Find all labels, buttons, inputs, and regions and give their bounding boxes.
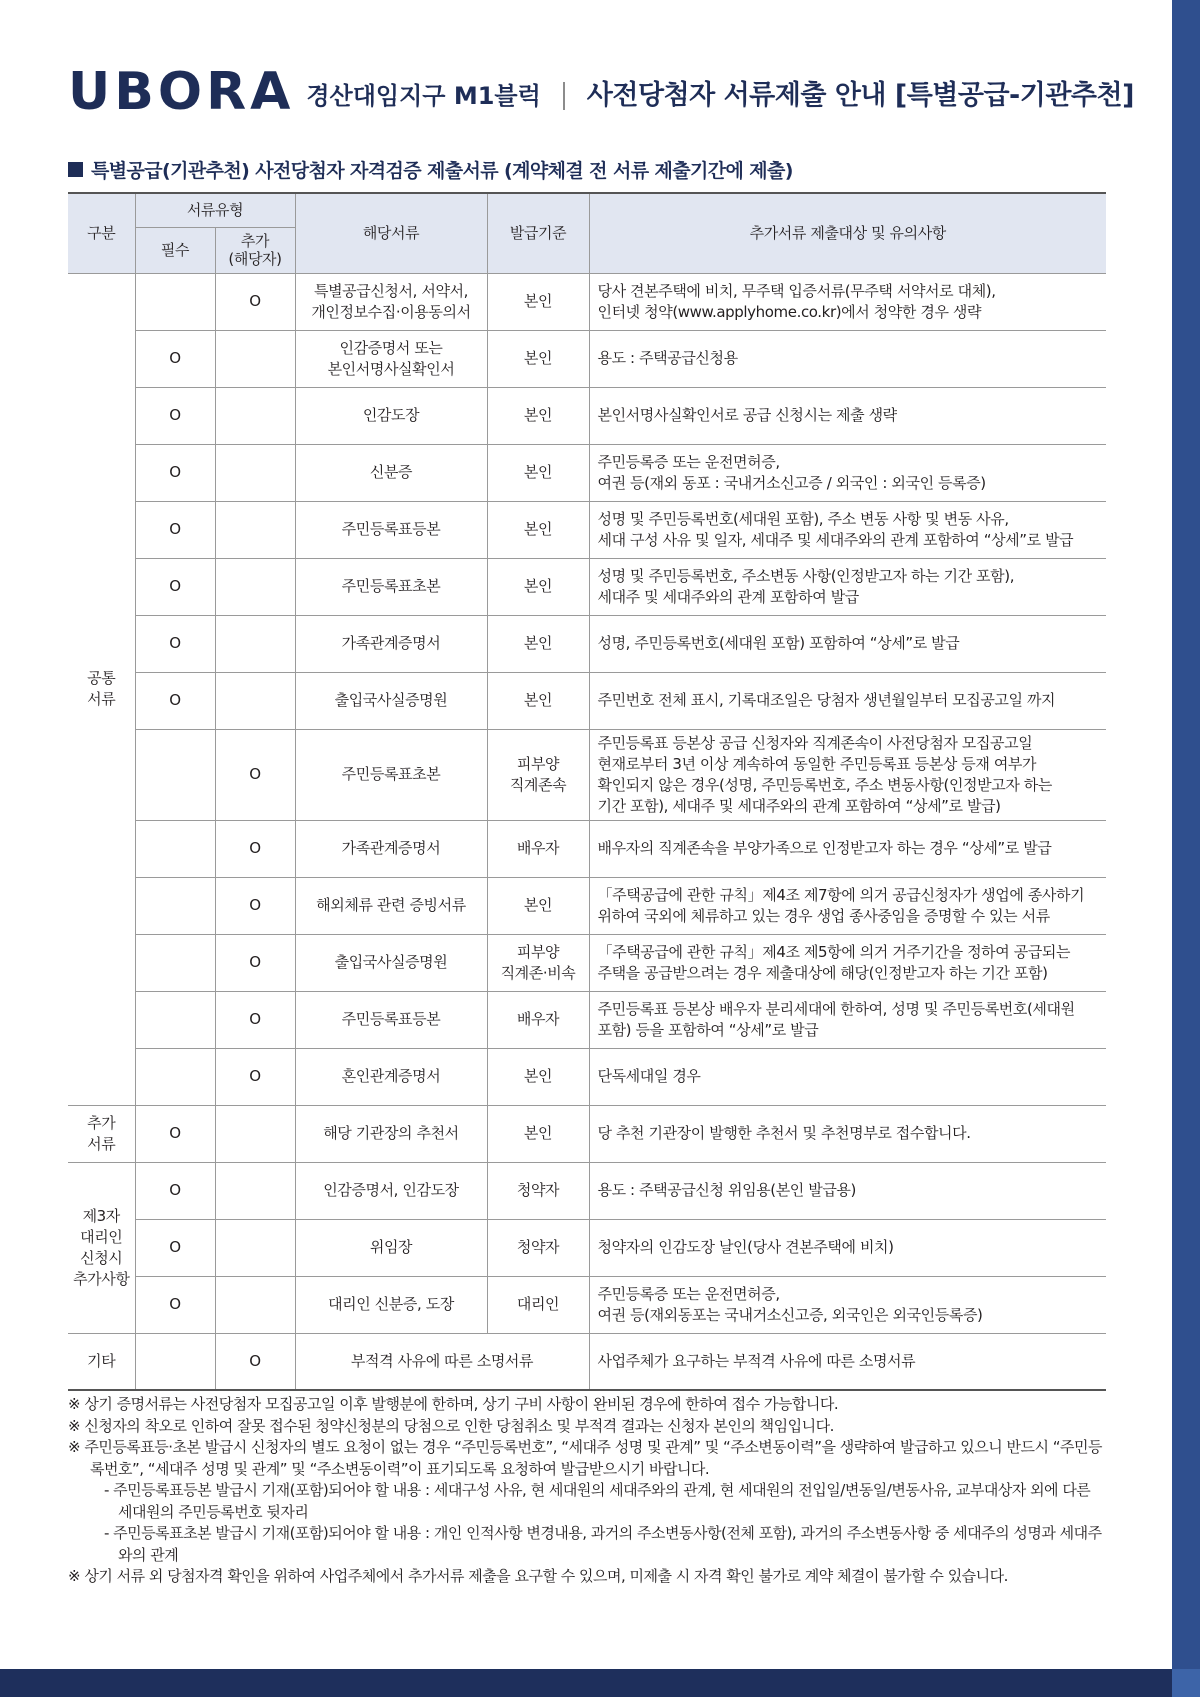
document-cell <box>295 672 487 729</box>
footnote-item: ※ 신청자의 착오로 인하여 잘못 접수된 청약신청분의 당첨으로 인한 당첨취소 및 부적격 결과는 신청자 본인의 책임입니다. <box>68 1416 834 1435</box>
basis-cell <box>487 934 589 991</box>
note-line: 성명 및 주민등록번호(세대원 포함), 주소 변동 사항 및 변동 사유, <box>597 509 1009 528</box>
table-row <box>68 1276 1106 1333</box>
basis-cell <box>487 991 589 1048</box>
brand-logo: UBORA <box>68 62 295 122</box>
table-row <box>68 558 1106 615</box>
note-line: 사업주체가 요구하는 부적격 사유에 따른 소명서류 <box>597 1351 916 1370</box>
basis-line: 배우자 <box>516 1010 560 1028</box>
document-cell <box>295 1219 487 1276</box>
note-cell <box>589 558 1106 615</box>
footnote-item: ※ 상기 서류 외 당첨자격 확인을 위하여 사업주체에서 추가서류 제출을 요구할 수 있으며, 미제출 시 자격 확인 불가로 계약 체결이 불가할 수 있습니다. <box>68 1567 1008 1585</box>
basis-cell <box>487 1219 589 1276</box>
note-cell <box>589 820 1106 877</box>
basis-line: 청약자 <box>516 1238 560 1256</box>
table-row <box>68 273 1106 330</box>
basis-line: 본인 <box>523 896 553 914</box>
document-cell <box>295 877 487 934</box>
document-cell <box>295 273 487 330</box>
basis-line: 피부양 <box>516 942 560 961</box>
note-line: 성명, 주민등록번호(세대원 포함) 포함하여 “상세”로 발급 <box>597 634 960 652</box>
note-line: 주민등록표 등본상 배우자 분리세대에 한하여, 성명 및 주민등록번호(세대원 <box>597 999 1075 1018</box>
document-cell <box>295 729 487 820</box>
required-mark: O <box>135 330 215 387</box>
required-mark <box>135 273 215 330</box>
section-title-text: 특별공급(기관추천) 사전당첨자 자격검증 제출서류 (계약체결 전 서류 제출기간에 제출) <box>91 160 793 182</box>
note-line: 용도 : 주택공급신청용 <box>597 349 738 367</box>
note-line: 주민등록표 등본상 공급 신청자와 직계존속이 사전당첨자 모집공고일 <box>597 733 1033 752</box>
note-cell <box>589 1048 1106 1105</box>
section-title <box>68 156 793 183</box>
note-cell <box>589 615 1106 672</box>
basis-line: 본인 <box>523 349 553 367</box>
table-row <box>68 444 1106 501</box>
basis-line: 본인 <box>523 1124 553 1142</box>
basis-cell <box>487 444 589 501</box>
document-cell <box>295 991 487 1048</box>
required-mark <box>135 820 215 877</box>
category-line: 제3자 <box>82 1206 120 1225</box>
table-row <box>68 991 1106 1048</box>
basis-cell <box>487 1276 589 1333</box>
required-mark <box>135 991 215 1048</box>
basis-line: 본인 <box>523 463 553 481</box>
table-row <box>68 615 1106 672</box>
document-cell <box>295 615 487 672</box>
page-title: 사전당첨자 서류제출 안내 [특별공급-기관추천] <box>586 80 1134 111</box>
additional-mark <box>215 1219 295 1276</box>
category-line: 추가사항 <box>73 1269 130 1288</box>
category-line: 서류 <box>87 690 116 708</box>
table-header <box>68 193 1106 273</box>
right-accent-bar <box>1172 0 1200 1697</box>
note-line: 주민등록증 또는 운전면허증, <box>597 452 780 471</box>
table-body <box>68 273 1106 1390</box>
required-mark: O <box>135 1162 215 1219</box>
additional-mark: O <box>215 877 295 934</box>
required-mark: O <box>135 387 215 444</box>
additional-mark: O <box>215 934 295 991</box>
additional-mark <box>215 387 295 444</box>
document-line: 가족관계증명서 <box>341 839 441 857</box>
note-cell <box>589 273 1106 330</box>
additional-mark: O <box>215 729 295 820</box>
table-row <box>68 729 1106 820</box>
additional-mark: O <box>215 820 295 877</box>
category-line: 기타 <box>87 1351 116 1370</box>
note-line: 본인서명사실확인서로 공급 신청시는 제출 생략 <box>597 406 897 424</box>
basis-line: 본인 <box>523 691 553 709</box>
document-line: 해외체류 관련 증빙서류 <box>316 896 466 914</box>
additional-mark <box>215 1276 295 1333</box>
additional-mark <box>215 444 295 501</box>
table-row <box>68 1048 1106 1105</box>
document-cell <box>295 1162 487 1219</box>
note-cell <box>589 330 1106 387</box>
required-mark <box>135 934 215 991</box>
note-line: 당 추천 기관장이 발행한 추천서 및 추천명부로 접수합니다. <box>597 1124 971 1142</box>
basis-cell <box>487 273 589 330</box>
required-mark: O <box>135 1105 215 1162</box>
note-cell <box>589 877 1106 934</box>
note-cell <box>589 991 1106 1048</box>
note-line: 주택을 공급받으려는 경우 제출대상에 해당(인정받고자 하는 기간 포함) <box>597 963 1048 982</box>
document-line: 본인서명사실확인서 <box>327 359 455 378</box>
header-document: 해당서류 <box>295 193 487 273</box>
additional-mark: O <box>215 991 295 1048</box>
note-cell <box>589 729 1106 820</box>
basis-line: 본인 <box>523 292 553 310</box>
document-cell <box>295 501 487 558</box>
header-basis: 발급기준 <box>487 193 589 273</box>
note-line: 당사 견본주택에 비치, 무주택 입증서류(무주택 서약서로 대체), <box>597 281 996 300</box>
note-line: 기간 포함), 세대주 및 세대주와의 관계 포함하여 “상세”로 발급) <box>597 796 1001 815</box>
additional-mark: O <box>215 1333 295 1390</box>
basis-line: 본인 <box>523 520 553 538</box>
note-line: 여권 등(재외동포는 국내거소신고증, 외국인은 외국인등록증) <box>597 1305 983 1324</box>
document-cell <box>295 1333 589 1390</box>
document-cell <box>295 558 487 615</box>
footnote-sub-item: - 주민등록표초본 발급시 기재(포함)되어야 할 내용 : 개인 인적사항 변경내용, 과거의 주소변동사항(전체 포함), 과거의 주소변동사항 중 세대주의 성명과 세대주와의 관계 <box>104 1524 1102 1564</box>
note-line: 「주택공급에 관한 규칙」제4조 제7항에 의거 공급신청자가 생업에 종사하기 <box>597 885 1085 904</box>
basis-line: 청약자 <box>516 1181 560 1199</box>
document-line: 인감증명서 또는 <box>339 338 443 357</box>
table-row <box>68 1333 1106 1390</box>
document-line: 특별공급신청서, 서약서, <box>313 281 468 300</box>
basis-cell <box>487 1105 589 1162</box>
category-cell <box>68 1105 135 1162</box>
basis-cell <box>487 729 589 820</box>
note-cell <box>589 934 1106 991</box>
basis-line: 본인 <box>523 577 553 595</box>
document-line: 주민등록표등본 <box>341 520 441 538</box>
additional-mark <box>215 330 295 387</box>
table-row <box>68 1219 1106 1276</box>
document-line: 신분증 <box>369 463 413 481</box>
note-line: 용도 : 주택공급신청 위임용(본인 발급용) <box>597 1181 856 1199</box>
table-row <box>68 934 1106 991</box>
note-line: 위하여 국외에 체류하고 있는 경우 생업 종사중임을 증명할 수 있는 서류 <box>597 906 1050 925</box>
basis-line: 배우자 <box>516 839 560 857</box>
additional-mark <box>215 1105 295 1162</box>
category-cell <box>68 273 135 1105</box>
basis-cell <box>487 387 589 444</box>
project-name: 경산대임지구 M1블럭 <box>306 82 541 110</box>
page-header <box>68 62 1134 122</box>
note-cell <box>589 1162 1106 1219</box>
document-line: 대리인 신분증, 도장 <box>328 1295 454 1313</box>
note-line: 배우자의 직계존속을 부양가족으로 인정받고자 하는 경우 “상세”로 발급 <box>597 839 1052 857</box>
required-mark: O <box>135 1219 215 1276</box>
header-doc-type: 서류유형 <box>135 193 295 227</box>
document-cell <box>295 444 487 501</box>
note-line: 주민번호 전체 표시, 기록대조일은 당첨자 생년월일부터 모집공고일 까지 <box>597 691 1056 709</box>
document-cell <box>295 820 487 877</box>
document-line: 인감증명서, 인감도장 <box>323 1181 459 1199</box>
basis-line: 직계존·비속 <box>500 963 576 982</box>
document-line: 위임장 <box>369 1238 413 1256</box>
note-line: 인터넷 청약(www.applyhome.co.kr)에서 청약한 경우 생략 <box>597 302 982 321</box>
basis-cell <box>487 558 589 615</box>
basis-cell <box>487 330 589 387</box>
document-cell <box>295 387 487 444</box>
basis-line: 본인 <box>523 406 553 424</box>
category-line: 서류 <box>87 1134 116 1153</box>
additional-mark: O <box>215 273 295 330</box>
category-line: 대리인 <box>80 1227 123 1246</box>
basis-cell <box>487 501 589 558</box>
required-mark <box>135 1333 215 1390</box>
note-cell <box>589 387 1106 444</box>
required-mark: O <box>135 615 215 672</box>
basis-cell <box>487 1048 589 1105</box>
header-notes: 추가서류 제출대상 및 유의사항 <box>589 193 1106 273</box>
corner-accent-square <box>1172 1669 1200 1697</box>
table-row <box>68 1105 1106 1162</box>
document-line: 주민등록표등본 <box>341 1010 441 1028</box>
required-mark <box>135 1048 215 1105</box>
footnote-item: ※ 주민등록표등·초본 발급시 신청자의 별도 요청이 없는 경우 “주민등록번호”, “세대주 성명 및 관계” 및 “주소변동이력”을 생략하여 발급하고 있으니 반드시 “주민등록번호”, “세대주 성명 및 관계” 및 “주소변동이력”이 표기되도록 요청하여 발급받으시기 바랍니다. <box>68 1438 1102 1478</box>
note-line: 여권 등(재외 동포 : 국내거소신고증 / 외국인 : 외국인 등록증) <box>597 473 986 492</box>
table-row <box>68 330 1106 387</box>
documents-table <box>68 192 1106 1391</box>
document-line: 출입국사실증명원 <box>334 691 448 709</box>
category-cell <box>68 1333 135 1390</box>
document-line: 인감도장 <box>362 406 420 424</box>
header-category: 구분 <box>68 193 135 273</box>
category-line: 추가 <box>87 1113 116 1132</box>
additional-mark <box>215 501 295 558</box>
additional-mark <box>215 615 295 672</box>
document-line: 해당 기관장의 추천서 <box>323 1124 459 1142</box>
table-row <box>68 501 1106 558</box>
document-cell <box>295 1105 487 1162</box>
additional-mark <box>215 1162 295 1219</box>
note-line: 「주택공급에 관한 규칙」제4조 제5항에 의거 거주기간을 정하여 공급되는 <box>597 942 1071 961</box>
document-cell <box>295 934 487 991</box>
additional-mark: O <box>215 1048 295 1105</box>
note-cell <box>589 1333 1106 1390</box>
note-line: 성명 및 주민등록번호, 주소변동 사항(인정받고자 하는 기간 포함), <box>597 566 1015 585</box>
note-cell <box>589 444 1106 501</box>
basis-cell <box>487 877 589 934</box>
note-line: 확인되지 않은 경우(성명, 주민등록번호, 주소 변동사항(인정받고자 하는 <box>597 775 1052 794</box>
document-cell <box>295 1048 487 1105</box>
note-line: 포함) 등을 포함하여 “상세”로 발급 <box>597 1020 819 1039</box>
header-additional-line1: 추가 <box>240 232 270 250</box>
required-mark: O <box>135 444 215 501</box>
header-additional-line2: (해당자) <box>228 250 282 268</box>
note-line: 세대주 및 세대주와의 관계 포함하여 발급 <box>597 587 859 606</box>
additional-mark <box>215 672 295 729</box>
note-cell <box>589 1105 1106 1162</box>
document-line: 부적격 사유에 따른 소명서류 <box>350 1351 534 1370</box>
required-mark <box>135 729 215 820</box>
document-line: 주민등록표초본 <box>341 577 441 595</box>
note-line: 현재로부터 3년 이상 계속하여 동일한 주민등록표 등본상 등재 여부가 <box>597 754 1037 773</box>
basis-cell <box>487 615 589 672</box>
required-mark: O <box>135 672 215 729</box>
note-cell <box>589 672 1106 729</box>
bottom-accent-bar <box>0 1669 1172 1697</box>
basis-line: 피부양 <box>516 754 560 773</box>
table-row <box>68 877 1106 934</box>
required-mark <box>135 877 215 934</box>
basis-cell <box>487 820 589 877</box>
note-line: 주민등록증 또는 운전면허증, <box>597 1284 780 1303</box>
required-mark: O <box>135 501 215 558</box>
document-cell <box>295 330 487 387</box>
note-line: 단독세대일 경우 <box>597 1067 701 1085</box>
table-row <box>68 672 1106 729</box>
additional-mark <box>215 558 295 615</box>
note-cell <box>589 501 1106 558</box>
document-line: 개인정보수집·이용동의서 <box>311 302 471 321</box>
header-required: 필수 <box>135 227 215 273</box>
document-line: 혼인관계증명서 <box>341 1067 441 1085</box>
footnote-item: ※ 상기 증명서류는 사전당첨자 모집공고일 이후 발행분에 한하며, 상기 구비 사항이 완비된 경우에 한하여 접수 가능합니다. <box>68 1395 839 1413</box>
category-cell <box>68 1162 135 1333</box>
document-line: 가족관계증명서 <box>341 634 441 652</box>
basis-line: 본인 <box>523 634 553 652</box>
footnotes <box>68 1394 1108 1588</box>
note-line: 청약자의 인감도장 날인(당사 견본주택에 비치) <box>597 1238 894 1256</box>
document-line: 출입국사실증명원 <box>334 953 448 971</box>
note-cell <box>589 1276 1106 1333</box>
basis-cell <box>487 672 589 729</box>
header-divider <box>563 82 565 110</box>
note-line: 세대 구성 사유 및 일자, 세대주 및 세대주와의 관계 포함하여 “상세”로 발급 <box>597 530 1074 549</box>
footnote-sub-item: - 주민등록표등본 발급시 기재(포함)되어야 할 내용 : 세대구성 사유, 현 세대원의 세대주와의 관계, 현 세대원의 전입일/변동일/변동사유, 교부대상자 외에 다른 세대원의 주민등록번호 뒷자리 <box>104 1481 1091 1521</box>
category-line: 공통 <box>87 669 116 687</box>
basis-line: 직계존속 <box>509 775 567 794</box>
basis-line: 본인 <box>523 1067 553 1085</box>
required-mark: O <box>135 1276 215 1333</box>
square-bullet-icon <box>68 162 83 177</box>
basis-cell <box>487 1162 589 1219</box>
document-line: 주민등록표초본 <box>341 765 441 783</box>
required-mark: O <box>135 558 215 615</box>
note-cell <box>589 1219 1106 1276</box>
table-row <box>68 1162 1106 1219</box>
category-line: 신청시 <box>80 1248 123 1267</box>
basis-line: 대리인 <box>516 1295 560 1313</box>
header-additional <box>215 227 295 273</box>
document-cell <box>295 1276 487 1333</box>
table-row <box>68 820 1106 877</box>
table-row <box>68 387 1106 444</box>
